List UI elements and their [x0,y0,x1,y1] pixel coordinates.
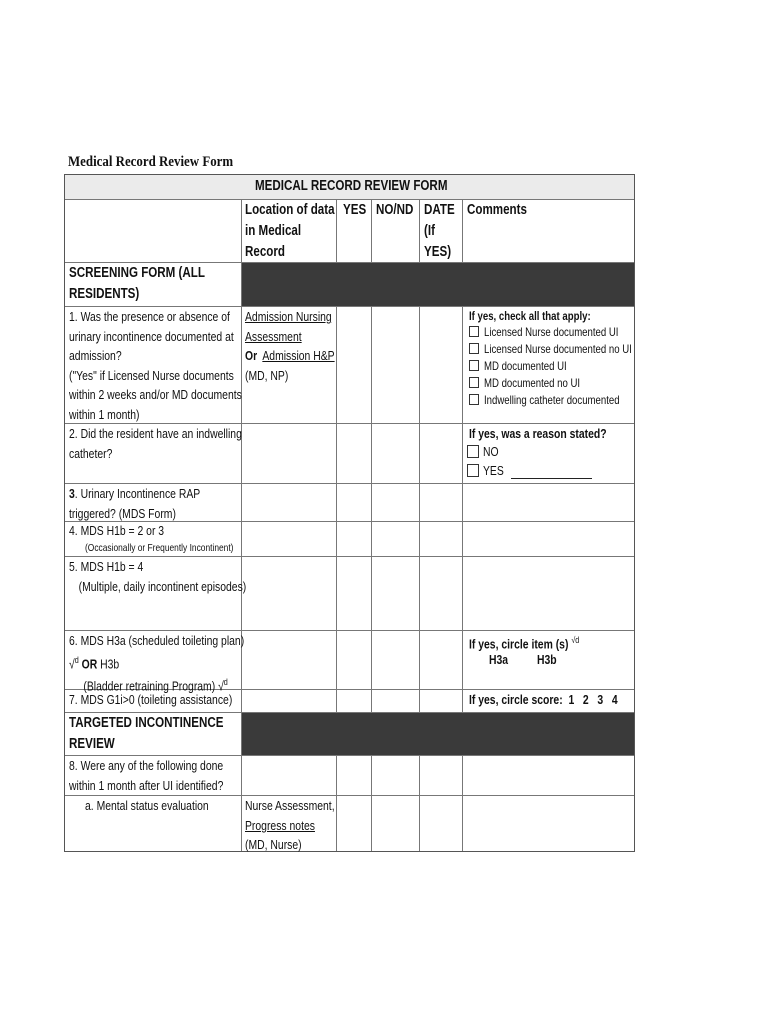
reason-blank-line[interactable] [511,478,592,479]
question-4-note: (Occasionally or Frequently Incontinent) [85,542,234,554]
score-2[interactable]: 2 [582,692,589,707]
header-no-nd: NO/ND [376,202,414,218]
score-4[interactable]: 4 [611,692,618,707]
column-divider [462,199,463,262]
section-screening-heading: SCREENING FORM (ALL RESIDENTS) [69,265,205,302]
checkbox-indwelling-catheter[interactable] [469,394,479,405]
score-1[interactable]: 1 [568,692,575,707]
section-band-screening [242,262,634,306]
option-label: Licensed Nurse documented UI [484,325,619,339]
header-yes: YES [343,202,367,218]
checkbox-md-documented-ui[interactable] [469,360,479,371]
question-4: 4. MDS H1b = 2 or 3 [69,523,165,538]
option-label: MD documented no UI [484,376,581,390]
question-7-comment: If yes, circle score: 1 2 3 4 [469,692,618,707]
column-divider [419,755,420,851]
question-5: 5. MDS H1b = 4 (Multiple, daily incontinent episodes) [69,559,247,594]
question-1: 1. Was the presence or absence of urinary incontinence documented at admission? ("Yes" if Licensed Nurse documents within 2 weeks and/or MD documents within 1 month) [69,309,242,422]
question-2-comment-heading: If yes, was a reason stated? [469,426,607,441]
question-8a: a. Mental status evaluation [85,798,209,813]
column-divider [419,199,420,262]
review-form-table [64,174,635,852]
checkbox-ln-documented-ui[interactable] [469,326,479,337]
option-label: Licensed Nurse documented no UI [484,342,632,356]
document-title: Medical Record Review Form [68,154,234,170]
option-label: MD documented UI [484,359,567,373]
column-divider [462,306,463,712]
option-label: Indwelling catheter documented [484,393,620,407]
section-targeted-heading: TARGETED INCONTINENCE REVIEW [69,715,224,752]
column-divider [336,755,337,851]
score-3[interactable]: 3 [597,692,604,707]
question-7: 7. MDS G1i>0 (toileting assistance) [69,692,233,707]
question-6: 6. MDS H3a (scheduled toileting plan) √$^d$ OR H3b (Bladder retraining Program) √$^d$ [69,633,245,694]
checkbox-md-documented-no-ui[interactable] [469,377,479,388]
circle-item-h3a[interactable]: H3a [489,652,509,667]
question-3: 3. Urinary Incontinence RAP triggered? (MDS Form) [69,486,201,521]
form-title: MEDICAL RECORD REVIEW FORM [255,178,448,194]
question-8: 8. Were any of the following done within 1 month after UI identified? [69,758,224,793]
column-divider [336,306,337,712]
checkbox-ln-documented-no-ui[interactable] [469,343,479,354]
column-divider [336,199,337,262]
question-6-comment: If yes, circle item (s) $^{√d}$ [469,635,580,652]
option-label: NO [483,444,499,459]
column-divider [371,755,372,851]
column-divider [371,306,372,712]
question-1-comment-heading: If yes, check all that apply: [469,309,591,323]
column-divider [371,199,372,262]
header-comments: Comments [467,202,527,218]
option-label: YES [483,463,504,478]
question-1-location: Admission Nursing Assessment Or Admission H&P (MD, NP) [245,309,335,383]
column-divider [462,755,463,851]
question-2: 2. Did the resident have an indwelling catheter? [69,426,242,461]
header-date: DATE (If YES) [424,202,455,260]
column-divider [241,199,242,851]
section-band-targeted [242,712,634,755]
checkbox-reason-no[interactable] [467,445,479,458]
circle-item-h3b[interactable]: H3b [537,652,557,667]
column-divider [419,306,420,712]
checkbox-reason-yes[interactable] [467,464,479,477]
header-location: Location of data in Medical Record [245,202,335,260]
question-8a-location: Nurse Assessment, Progress notes (MD, Nurse) [245,798,335,852]
